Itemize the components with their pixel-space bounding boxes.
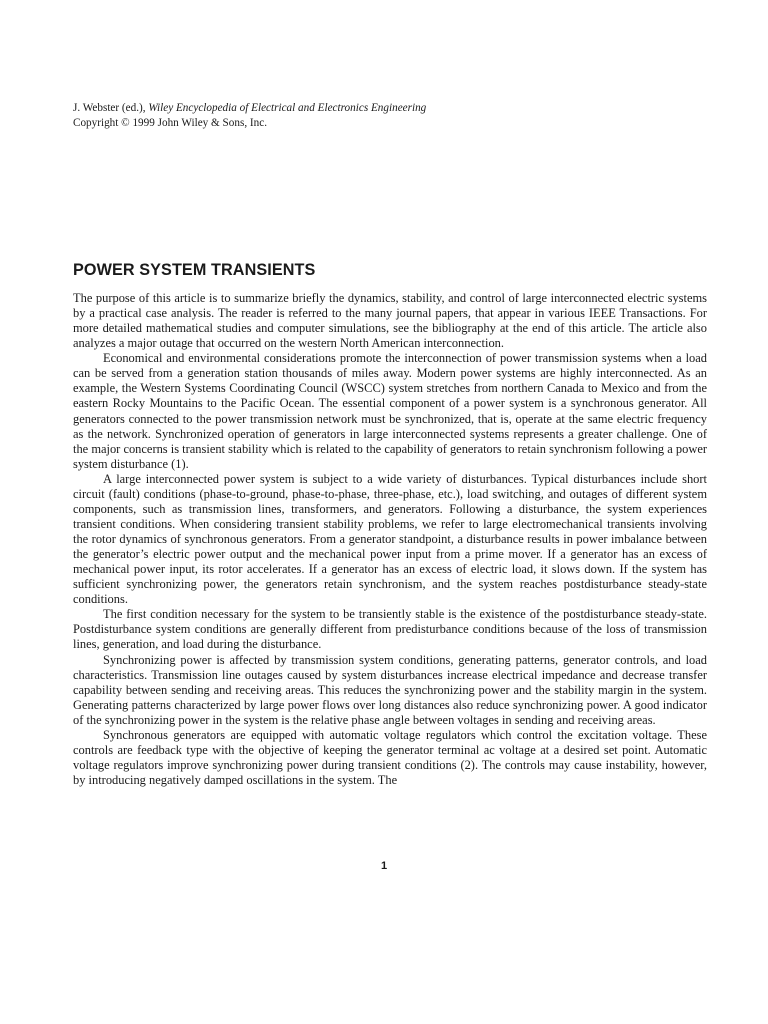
paragraph-6: Synchronous generators are equipped with automatic voltage regulators which control the excitation voltage. These controls are feedback type with the objective of keeping the generator terminal ac voltage at a desired set point. Automatic voltage regulators improve synchronizing power during transient conditions (2). The controls may cause instability, however, by introducing negatively damped oscillations in the system. The [73, 727, 707, 787]
citation-title: Wiley Encyclopedia of Electrical and Electronics Engineering [148, 102, 427, 114]
citation-line [73, 101, 703, 116]
page-number: 1 [380, 860, 388, 872]
copyright-line: Copyright © 1999 John Wiley & Sons, Inc. [73, 117, 267, 129]
paragraph-2: Economical and environmental considerations promote the interconnection of power transmission systems when a load can be served from a generation station thousands of miles away. Modern power systems are highly interconnected. As an example, the Western Systems Coordinating Council (WSCC) system stretches from northern Canada to Mexico and from the eastern Rocky Mountains to the Pacific Ocean. The essential component of a power system is a synchronous generator. All generators connected to the power transmission network must be synchronized, that is, operate at the same electric frequency as the network. Synchronized operation of generators in large interconnected systems represents a greater challenge. One of the major concerns is transient stability which is related to the capability of generators to retain synchronism following a power system disturbance (1). [73, 351, 707, 471]
article-title: POWER SYSTEM TRANSIENTS [73, 261, 316, 279]
paragraph-3: A large interconnected power system is subject to a wide variety of disturbances. Typical disturbances include short circuit (fault) conditions (phase-to-ground, phase-to-phase, three-phase, etc.), load switching, and outages of different system components, such as transmission lines, transformers, and generators. Following a disturbance, the system experiences transient conditions. When considering transient stability problems, we refer to large electromechanical transients involving the rotor dynamics of synchronous generators. From a generator standpoint, a disturbance results in power imbalance between the generator’s electric power output and the mechanical power input from a prime mover. If a generator has an excess of mechanical power input, its rotor accelerates. If a generator has an excess of electric load, it slows down. If the system has sufficient synchronizing power, the generators retain synchronism, and the system reaches postdisturbance steady-state conditions. [73, 471, 707, 607]
citation-header [73, 101, 703, 131]
citation-editor: J. Webster (ed.), [73, 102, 149, 114]
paragraph-1: The purpose of this article is to summarize briefly the dynamics, stability, and control of large interconnected electric systems by a practical case analysis. The reader is referred to the many journal papers, that appear in various IEEE Transactions. For more detailed mathematical studies and computer simulations, see the bibliography at the end of this article. The article also analyzes a major outage that occurred on the western North American interconnection. [73, 291, 707, 351]
article-body [73, 291, 707, 788]
paragraph-4: The first condition necessary for the system to be transiently stable is the existence of the postdisturbance steady-state. Postdisturbance system conditions are generally different from predisturbance conditions because of the loss of transmission lines, generation, and load during the disturbance. [73, 607, 707, 652]
paragraph-5: Synchronizing power is affected by transmission system conditions, generating patterns, generator controls, and load characteristics. Transmission line outages caused by system disturbances increase electrical impedance and decrease transfer capability between sending and receiving areas. This reduces the synchronizing power and the stability margin in the system. Generating patterns characterized by large power flows over long distances also reduce synchronizing power. A good indicator of the synchronizing power in the system is the relative phase angle between voltages in sending and receiving areas. [73, 652, 707, 727]
